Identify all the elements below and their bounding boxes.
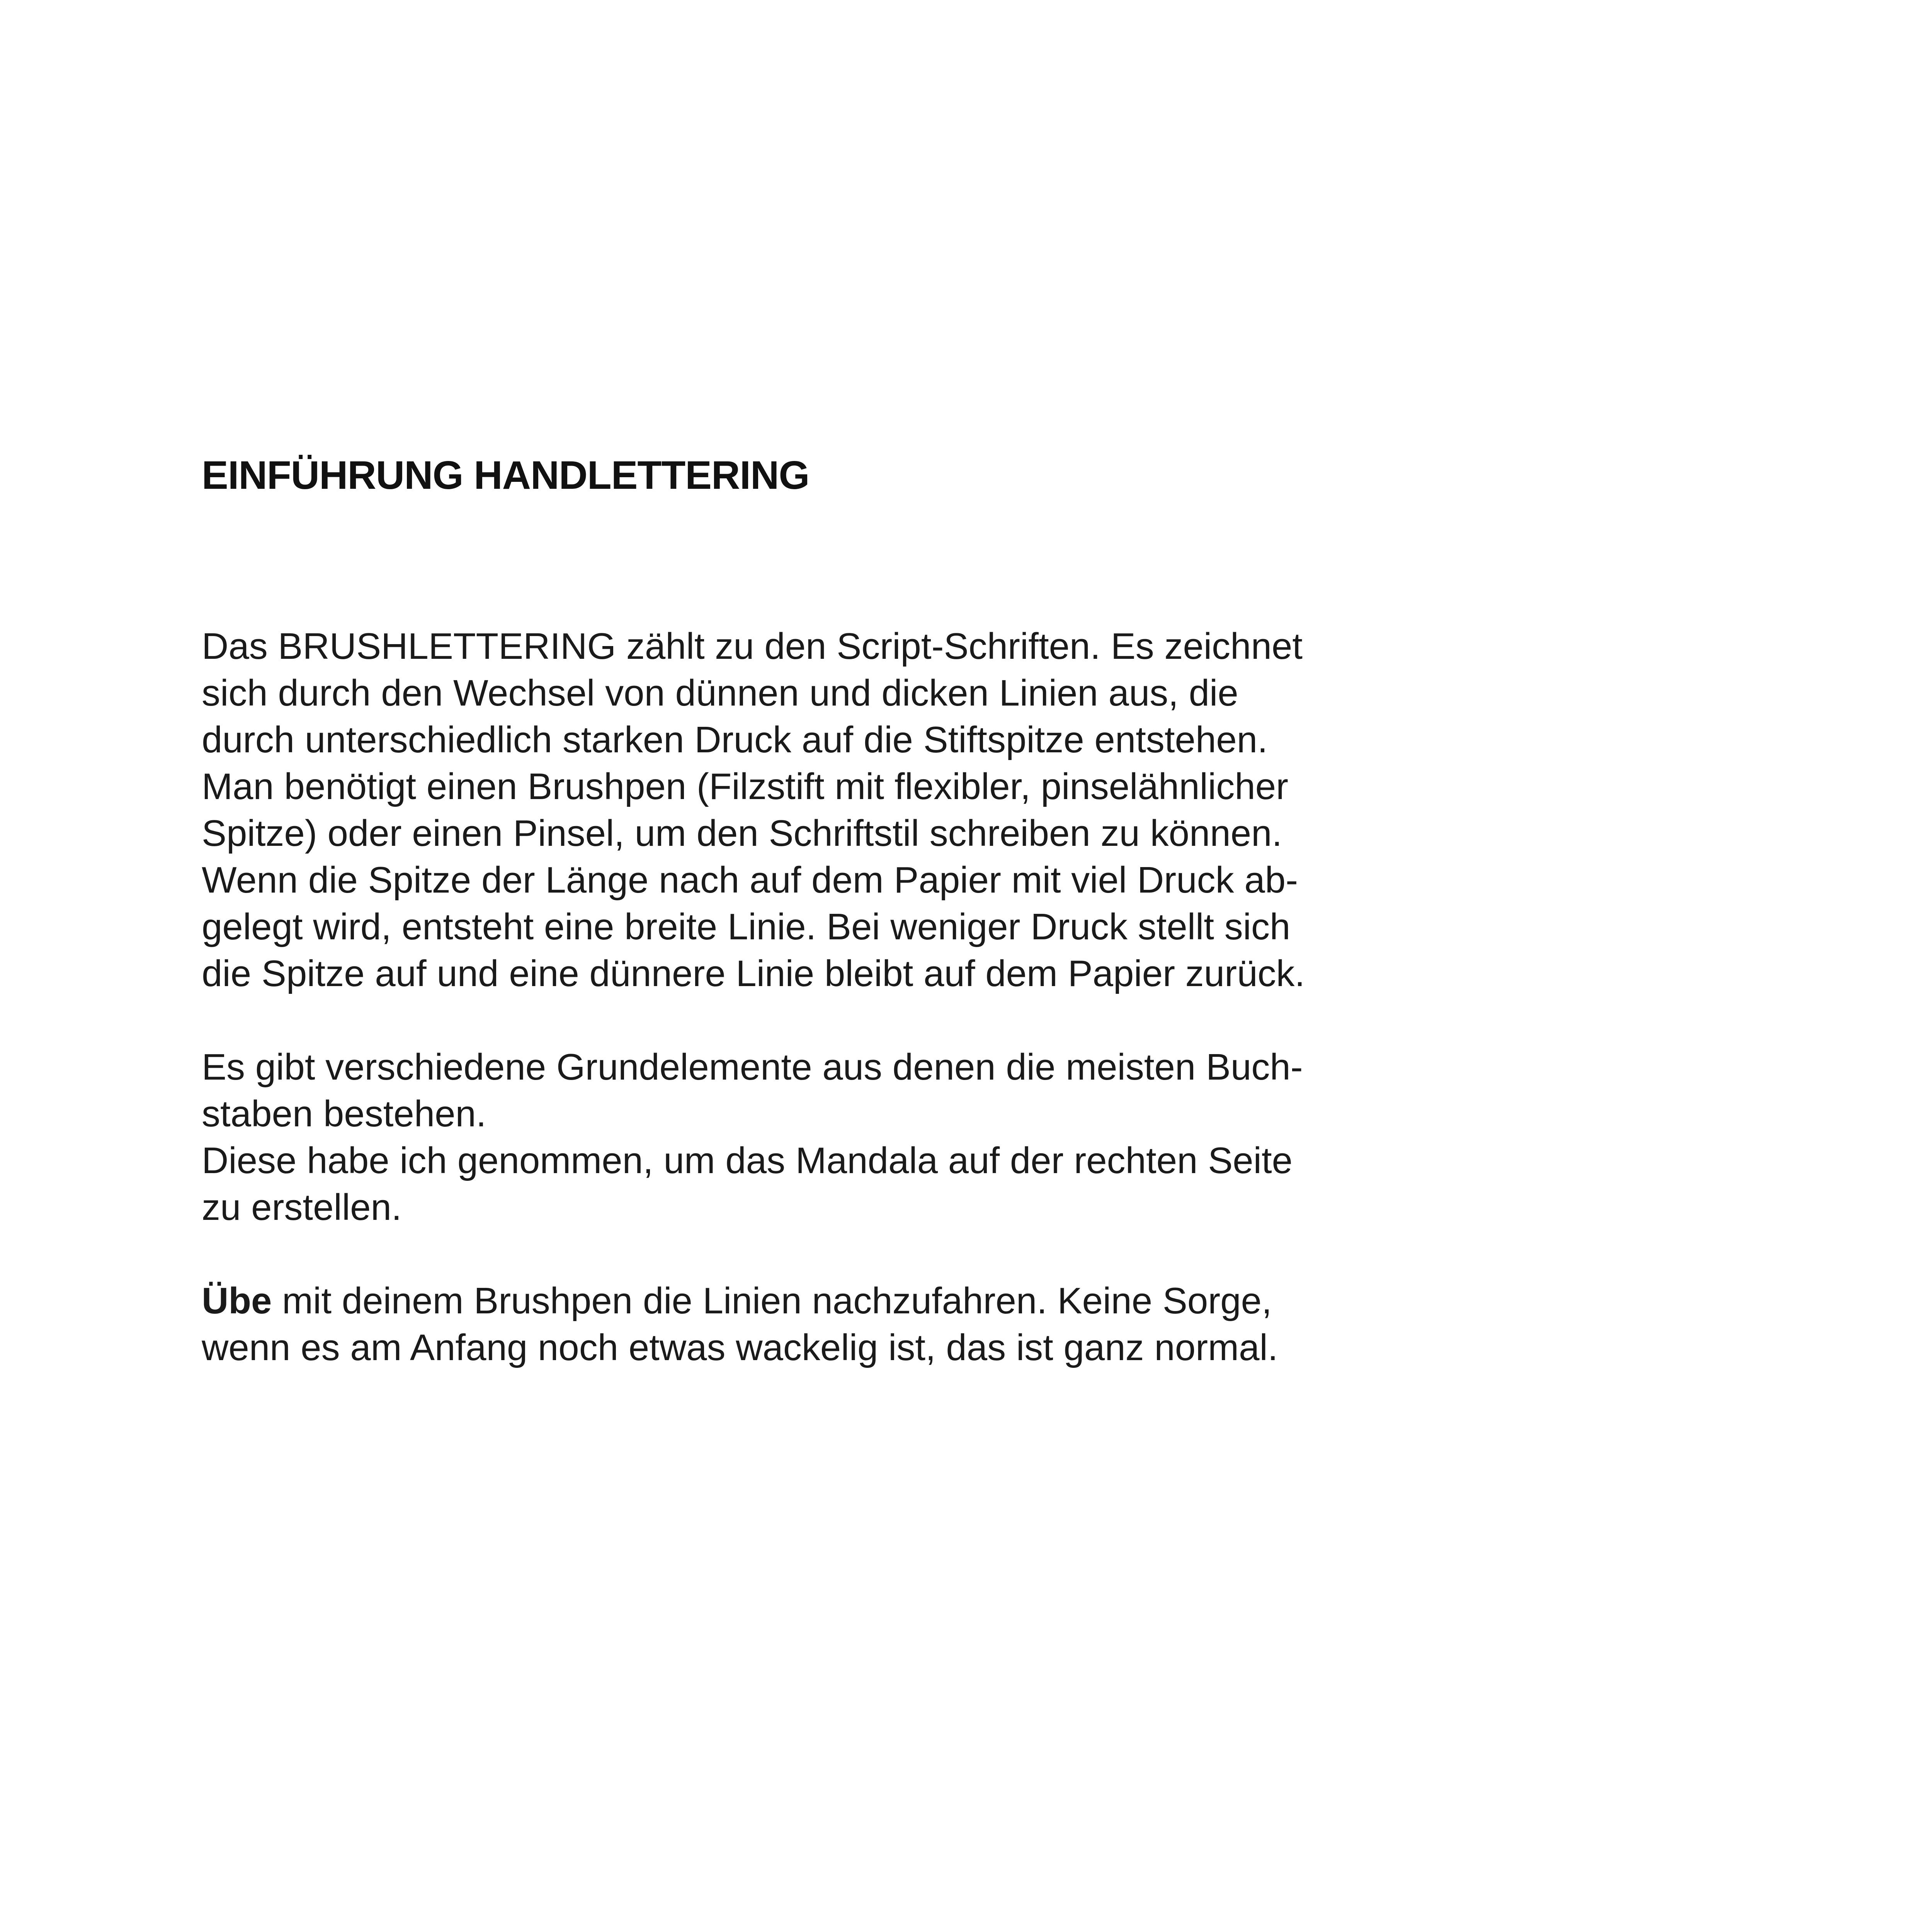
paragraph-elements (202, 1044, 1477, 1231)
text-line: Man benötigt einen Brushpen (Filzstift mit flexibler, pinselähnlicher (202, 766, 1289, 807)
emphasis-word: Übe (202, 1280, 272, 1321)
page-title: EINFÜHRUNG HANDLETTERING (202, 453, 810, 497)
text-line: Diese habe ich genommen, um das Mandala auf der rechten Seite (202, 1140, 1293, 1181)
text-line: Wenn die Spitze der Länge nach auf dem Papier mit viel Druck ab- (202, 859, 1298, 901)
text-line: die Spitze auf und eine dünnere Linie bleibt auf dem Papier zurück. (202, 953, 1305, 994)
text-line: Das BRUSHLETTERING zählt zu den Script-Schriften. Es zeichnet (202, 626, 1303, 667)
paragraph-intro (202, 623, 1477, 997)
paragraph-exercise (202, 1277, 1477, 1371)
text-line: gelegt wird, entsteht eine breite Linie. Bei weniger Druck stellt sich (202, 906, 1291, 947)
text-fragment: mit deinem Brushpen die Linien nachzufahren. Keine Sorge, (272, 1280, 1272, 1321)
text-line: zu erstellen. (202, 1187, 402, 1228)
text-line: staben bestehen. (202, 1093, 486, 1134)
text-line: wenn es am Anfang noch etwas wackelig ist, das ist ganz normal. (202, 1327, 1278, 1368)
body-text (202, 623, 1477, 1418)
text-line: Spitze) oder einen Pinsel, um den Schriftstil schreiben zu können. (202, 813, 1282, 854)
text-line: sich durch den Wechsel von dünnen und dicken Linien aus, die (202, 672, 1238, 714)
text-line (202, 1277, 1477, 1324)
text-line: Es gibt verschiedene Grundelemente aus denen die meisten Buch- (202, 1046, 1303, 1088)
text-line: durch unterschiedlich starken Druck auf die Stiftspitze entstehen. (202, 719, 1268, 760)
